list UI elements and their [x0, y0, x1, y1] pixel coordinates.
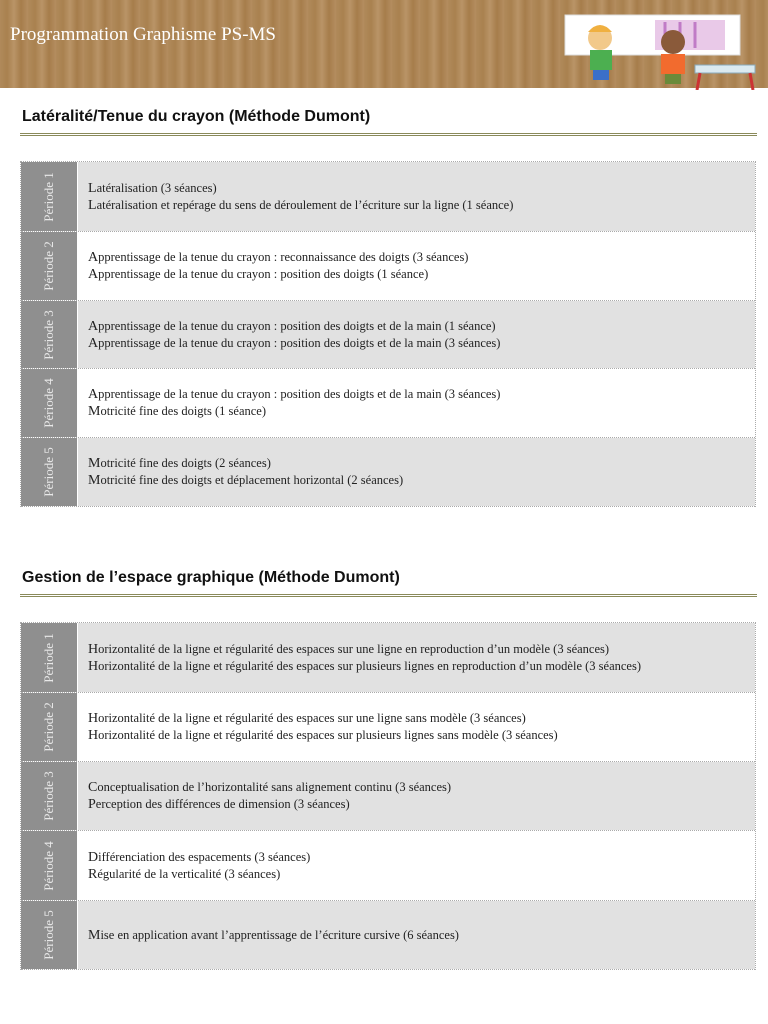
table-row	[21, 901, 755, 970]
row-content: Apprentissage de la tenue du crayon : position des doigts et de la main (3 séances) Motricité fine des doigts (1 séance)	[78, 369, 755, 437]
period-label: Période 3	[21, 762, 78, 830]
table-row	[21, 301, 755, 369]
period-label: Période 4	[21, 369, 78, 437]
section2-table	[20, 622, 756, 970]
row-content: Apprentissage de la tenue du crayon : reconnaissance des doigts (3 séances) Apprentissage de la tenue du crayon : position des doigts (1 séance)	[78, 232, 755, 300]
header-banner	[0, 0, 768, 88]
table-row	[21, 831, 755, 901]
section1-divider	[20, 133, 757, 136]
section2-divider	[20, 594, 757, 597]
table-row	[21, 623, 755, 693]
table-row	[21, 232, 755, 301]
period-label: Période 2	[21, 232, 78, 300]
row-content: Différenciation des espacements (3 séances) Régularité de la verticalité (3 séances)	[78, 831, 755, 900]
row-content: Latéralisation (3 séances) Latéralisation et repérage du sens de déroulement de l’écriture sur la ligne (1 séance)	[78, 162, 755, 231]
table-row	[21, 162, 755, 232]
period-label: Période 2	[21, 693, 78, 761]
row-content: Apprentissage de la tenue du crayon : position des doigts et de la main (1 séance) Apprentissage de la tenue du crayon : position des doigts et de la main (3 séances)	[78, 301, 755, 368]
page-title: Programmation Graphisme PS-MS	[10, 24, 276, 45]
table-row	[21, 369, 755, 438]
table-row	[21, 438, 755, 507]
period-label: Période 1	[21, 162, 78, 231]
section1-title: Latéralité/Tenue du crayon (Méthode Dumont)	[22, 108, 371, 125]
period-label: Période 5	[21, 438, 78, 506]
period-label: Période 1	[21, 623, 78, 692]
row-content: Horizontalité de la ligne et régularité des espaces sur une ligne en reproduction d’un modèle (3 séances) Horizontalité de la ligne et régularité des espaces sur plusieurs lignes en reproduction d’un modèle (3 séances)	[78, 623, 755, 692]
table-row	[21, 762, 755, 831]
period-label: Période 4	[21, 831, 78, 900]
row-content: Motricité fine des doigts (2 séances) Motricité fine des doigts et déplacement horizontal (2 séances)	[78, 438, 755, 506]
row-content: Horizontalité de la ligne et régularité des espaces sur une ligne sans modèle (3 séances) Horizontalité de la ligne et régularité des espaces sur plusieurs lignes sans modèle (3 séances)	[78, 693, 755, 761]
table-row	[21, 693, 755, 762]
period-label: Période 5	[21, 901, 78, 969]
period-label: Période 3	[21, 301, 78, 368]
row-content: Conceptualisation de l’horizontalité sans alignement continu (3 séances) Perception des différences de dimension (3 séances)	[78, 762, 755, 830]
section1-table	[20, 161, 756, 507]
section2-title: Gestion de l’espace graphique (Méthode Dumont)	[22, 569, 400, 586]
children-drawing-illustration	[555, 10, 765, 90]
row-content: Mise en application avant l’apprentissage de l’écriture cursive (6 séances)	[78, 901, 755, 969]
